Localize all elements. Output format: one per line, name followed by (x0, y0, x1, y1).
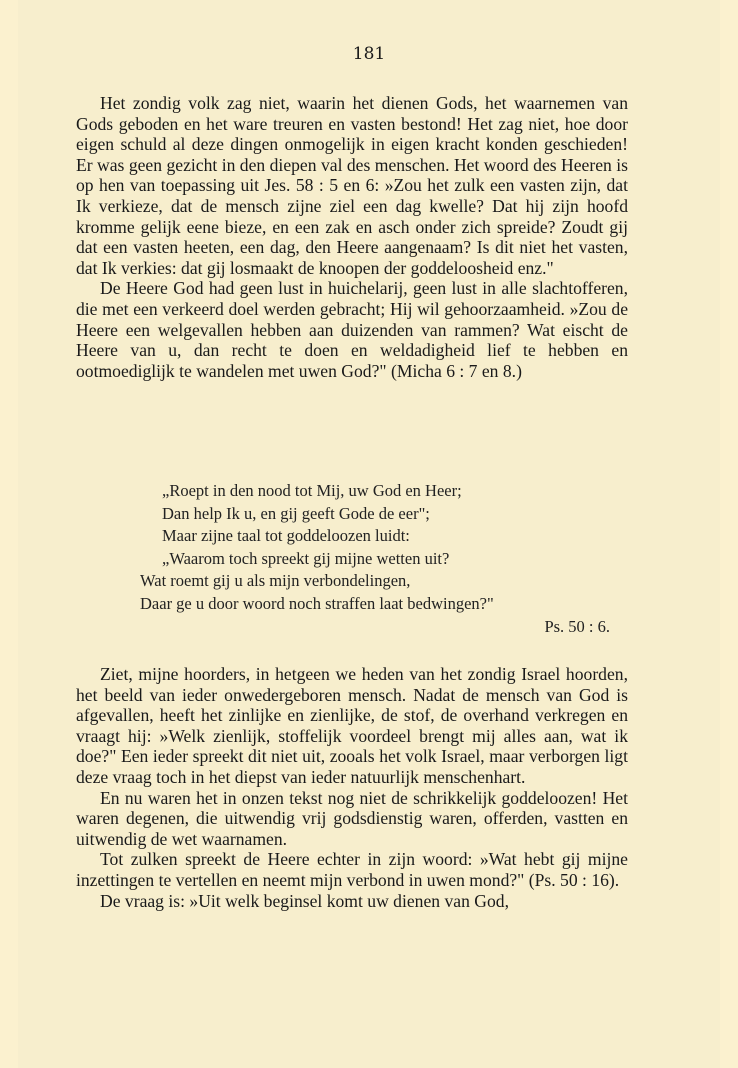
verse-line: „Waarom toch spreekt gij mijne wetten uit? (162, 548, 450, 568)
paragraph: De vraag is: »Uit welk beginsel komt uw dienen van God, (100, 890, 509, 911)
paragraph: De Heere God had geen lust in huichelarij, geen lust in alle slachtofferen, die met een verkeerd doel werden gebracht; Hij wil gehoorzaamheid. »Zou de Heere een welgevallen hebben aan duizenden van rammen? Wat eischt de Heere van u, dan recht te doen en weldadigheid lief te hebben en ootmoediglijk te wandelen met uwen God?" (Micha 6 : 7 en 8.) (76, 278, 628, 381)
paragraph: Tot zulken spreekt de Heere echter in zijn woord: »Wat hebt gij mijne inzettingen te vertellen en neemt mijn verbond in uwen mond?" (Ps. 50 : 16). (76, 849, 628, 890)
verse-line: „Roept in den nood tot Mij, uw God en Heer; (162, 481, 462, 500)
paragraph: En nu waren het in onzen tekst nog niet de schrikkelijk goddeloozen! Het waren degenen, die uitwendig vrij godsdienstig waren, offerden, vastten en uitwendig de wet waarnamen. (76, 787, 628, 849)
verse-reference: Ps. 50 : 6. (544, 616, 610, 636)
text-block-bottom (76, 664, 628, 911)
paragraph: Ziet, mijne hoorders, in hetgeen we heden van het zondig Israel hoorden, het beeld van ieder onwedergeboren mensch. Nadat de mensch van God is afgevallen, heeft het zinlijke en zienlijke, de stof, de overhand verkregen en vraagt hij: »Welk zienlijk, stoffelijk voordeel brengt mij alles aan, wat ik doe?" Een ieder spreekt dit niet uit, zooals het volk Israel, maar verborgen ligt deze vraag toch in het diepst van ieder natuurlijk menschenhart. (76, 664, 628, 787)
verse-line: Wat roemt gij u als mijn verbondelingen, (140, 571, 411, 591)
verse-line: Maar zijne taal tot goddeloozen luidt: (162, 526, 410, 546)
paragraph: Het zondig volk zag niet, waarin het dienen Gods, het waarnemen van Gods geboden en het ware treuren en vasten bestond! Het zag niet, hoe door eigen schuld al deze dingen onmogelijk in eigen kracht konden geschieden! Er was geen gezicht in den diepen val des menschen. Het woord des Heeren is op hen van toepassing uit Jes. 58 : 5 en 6: »Zou het zulk een vasten zijn, dat Ik verkieze, dat de mensch zijne ziel een dag kwelle? Dat hij zijn hoofd kromme gelijk eene bieze, en een zak en asch onder zich spreide? Zoudt gij dat een vasten heeten, een dag, den Heere aangenaam? Is dit niet het vasten, dat Ik verkies: dat gij losmaakt de knoopen der goddeloosheid enz." (76, 93, 628, 278)
page-number: 181 (352, 44, 386, 64)
verse-line: Daar ge u door woord noch straffen laat bedwingen?" (140, 593, 494, 613)
verse-quotation (140, 480, 620, 638)
text-block-top (76, 93, 628, 381)
verse-line: Dan help Ik u, en gij geeft Gode de eer"; (162, 503, 430, 523)
